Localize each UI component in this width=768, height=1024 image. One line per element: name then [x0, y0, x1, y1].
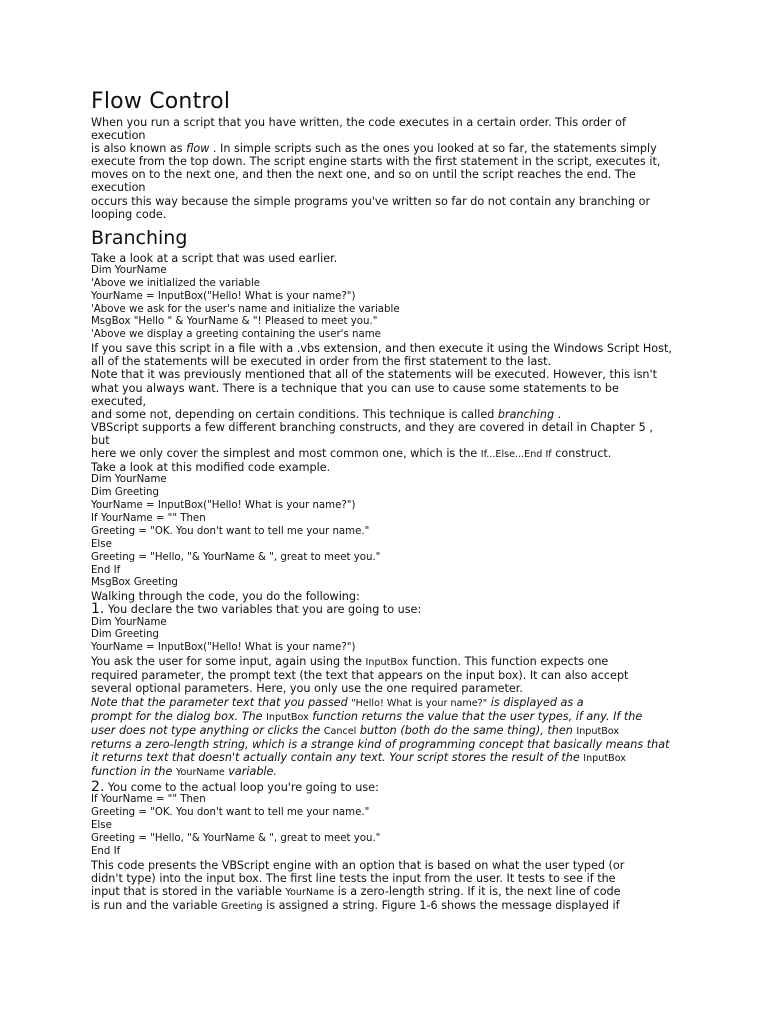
paragraph-line: what you always want. There is a technique that you can use to cause some statements to be	[91, 381, 619, 395]
italic-term-branching: branching	[497, 407, 555, 421]
note-line	[91, 724, 691, 738]
text-run: You declare the two variables that you are going to use:	[104, 603, 422, 617]
paragraph-line	[91, 142, 691, 155]
paragraph-line: Walking through the code, you do the following:	[91, 590, 360, 604]
code-line: MsgBox Greeting	[91, 577, 178, 589]
paragraph-line: didn't type) into the input box. The first line tests the input from the user. It tests to see if the	[91, 871, 616, 885]
text-run: .	[554, 407, 562, 421]
inline-code: InputBox	[576, 725, 620, 737]
paragraph-line: required parameter, the prompt text (the text that appears on the input box). It can also accept	[91, 669, 629, 683]
note-line	[91, 751, 691, 765]
text-run: button (both do the same thing), then	[356, 723, 577, 737]
paragraph-line: This code presents the VBScript engine with an option that is based on what the user typed (or	[91, 858, 625, 872]
code-line: MsgBox "Hello " & YourName & "! Pleased to meet you."	[91, 316, 378, 328]
code-line: Else	[91, 538, 112, 550]
step-number: 1.	[91, 601, 105, 618]
text-run: here we only cover the simplest and most common one, which is the	[91, 447, 481, 461]
text-run: is run and the variable	[91, 899, 222, 913]
text-run: is displayed as a	[487, 695, 584, 709]
paragraph-line: but	[91, 433, 110, 447]
italic-term-flow: flow	[186, 142, 210, 156]
code-line: Dim YourName	[91, 474, 167, 486]
paragraph-line: all of the statements will be executed in order from the first statement to the last.	[91, 355, 552, 369]
paragraph-line: several optional parameters. Here, you only use the one required parameter.	[91, 682, 523, 696]
text-run: function in the	[91, 765, 176, 779]
step-heading	[91, 603, 691, 616]
paragraph-line	[91, 447, 691, 461]
code-line: YourName = InputBox("Hello! What is your name?")	[91, 500, 356, 512]
paragraph-line: execution	[91, 181, 146, 195]
text-run: user does not type anything or clicks the	[91, 723, 324, 737]
code-line: Greeting = "OK. You don't want to tell me your name."	[91, 807, 370, 819]
text-run: You ask the user for some input, again using the	[91, 655, 366, 669]
paragraph-line	[91, 899, 691, 913]
code-line: 'Above we ask for the user's name and initialize the variable	[91, 303, 400, 315]
paragraph-line: VBScript supports a few different branching constructs, and they are covered in detail in Chapter 5 ,	[91, 420, 653, 434]
inline-code: InputBox	[266, 711, 309, 723]
text-run: it returns text that doesn't actually contain any text. Your script stores the result of the	[91, 750, 584, 764]
inline-code: "Hello! What is your name?"	[351, 697, 488, 709]
code-line: If YourName = "" Then	[91, 512, 206, 524]
code-line: If YourName = "" Then	[91, 794, 206, 806]
text-run: is assigned a string. Figure 1-6 shows the message displayed if	[262, 899, 620, 913]
step-heading	[91, 781, 691, 794]
text-run: is a zero-length string. If it is, the next line of code	[334, 884, 621, 898]
heading-branching: Branching	[91, 226, 188, 249]
code-line: Greeting = "OK. You don't want to tell me your name."	[91, 525, 370, 537]
text-run: is also known as	[91, 142, 187, 156]
inline-code: InputBox	[583, 752, 626, 764]
text-column	[91, 88, 691, 913]
paragraph-line: occurs this way because the simple programs you've written so far do not contain any branching or	[91, 194, 651, 208]
code-line: Greeting = "Hello, "& YourName & ", great to meet you."	[91, 832, 381, 844]
text-run: variable.	[224, 765, 277, 779]
paragraph-line: moves on to the next one, and then the next one, and so on until the script reaches the end. The	[91, 168, 636, 182]
code-line: 'Above we initialized the variable	[91, 277, 261, 289]
text-run: prompt for the dialog box. The	[91, 709, 267, 723]
paragraph-line	[91, 885, 691, 899]
paragraph-line: executed,	[91, 394, 147, 408]
code-line: End If	[91, 845, 121, 857]
note-line: returns a zero-length string, which is a strange kind of programming concept that basically means that	[91, 737, 670, 751]
code-line: End If	[91, 564, 121, 576]
paragraph-line: Note that it was previously mentioned that all of the statements will be executed. However, this isn't	[91, 368, 657, 382]
paragraph-line: execute from the top down. The script engine starts with the first statement in the script, executes it,	[91, 155, 661, 169]
note-line	[91, 696, 691, 710]
inline-code: InputBox	[365, 657, 409, 669]
text-run: and some not, depending on certain conditions. This technique is called	[91, 407, 498, 421]
text-run: function. This function expects one	[408, 655, 609, 669]
text-run: input that is stored in the variable	[91, 884, 286, 898]
text-run: function returns the value that the user types, if any. If the	[308, 709, 643, 723]
code-line: YourName = InputBox("Hello! What is your name?")	[91, 290, 356, 302]
paragraph-line: looping code.	[91, 207, 167, 221]
paragraph-line	[91, 408, 691, 421]
text-run: Note that the parameter text that you passed	[91, 695, 352, 709]
paragraph-line: If you save this script in a file with a .vbs extension, and then execute it using the Windows Script Host,	[91, 342, 672, 356]
note-line	[91, 710, 691, 724]
code-line: YourName = InputBox("Hello! What is your name?")	[91, 642, 356, 654]
inline-code: If...Else...End If	[480, 449, 552, 461]
step-number: 2.	[91, 779, 105, 796]
inline-code: YourName	[285, 886, 335, 898]
paragraph-line: Take a look at a script that was used earlier.	[91, 251, 338, 265]
paragraph-line: execution	[91, 129, 146, 143]
inline-code: YourName	[175, 767, 225, 779]
code-line: Dim Greeting	[91, 629, 159, 641]
code-line: Else	[91, 820, 112, 832]
text-run: construct.	[551, 447, 612, 461]
code-line: Dim Greeting	[91, 487, 159, 499]
code-line: Greeting = "Hello, "& YourName & ", great to meet you."	[91, 551, 381, 563]
paragraph-line	[91, 655, 691, 669]
inline-code: Cancel	[323, 725, 357, 737]
code-line: Dim YourName	[91, 616, 167, 628]
inline-code: Greeting	[221, 901, 263, 913]
text-run: You come to the actual loop you're going to use:	[104, 781, 379, 795]
paragraph-line: Take a look at this modified code example.	[91, 461, 331, 475]
heading-flow-control: Flow Control	[91, 89, 231, 114]
text-run: . In simple scripts such as the ones you looked at so far, the statements simply	[209, 142, 657, 156]
code-line: Dim YourName	[91, 264, 167, 276]
note-line	[91, 765, 691, 779]
code-line: 'Above we display a greeting containing the user's name	[91, 329, 381, 341]
paragraph-line: When you run a script that you have written, the code executes in a certain order. This order of	[91, 116, 626, 129]
